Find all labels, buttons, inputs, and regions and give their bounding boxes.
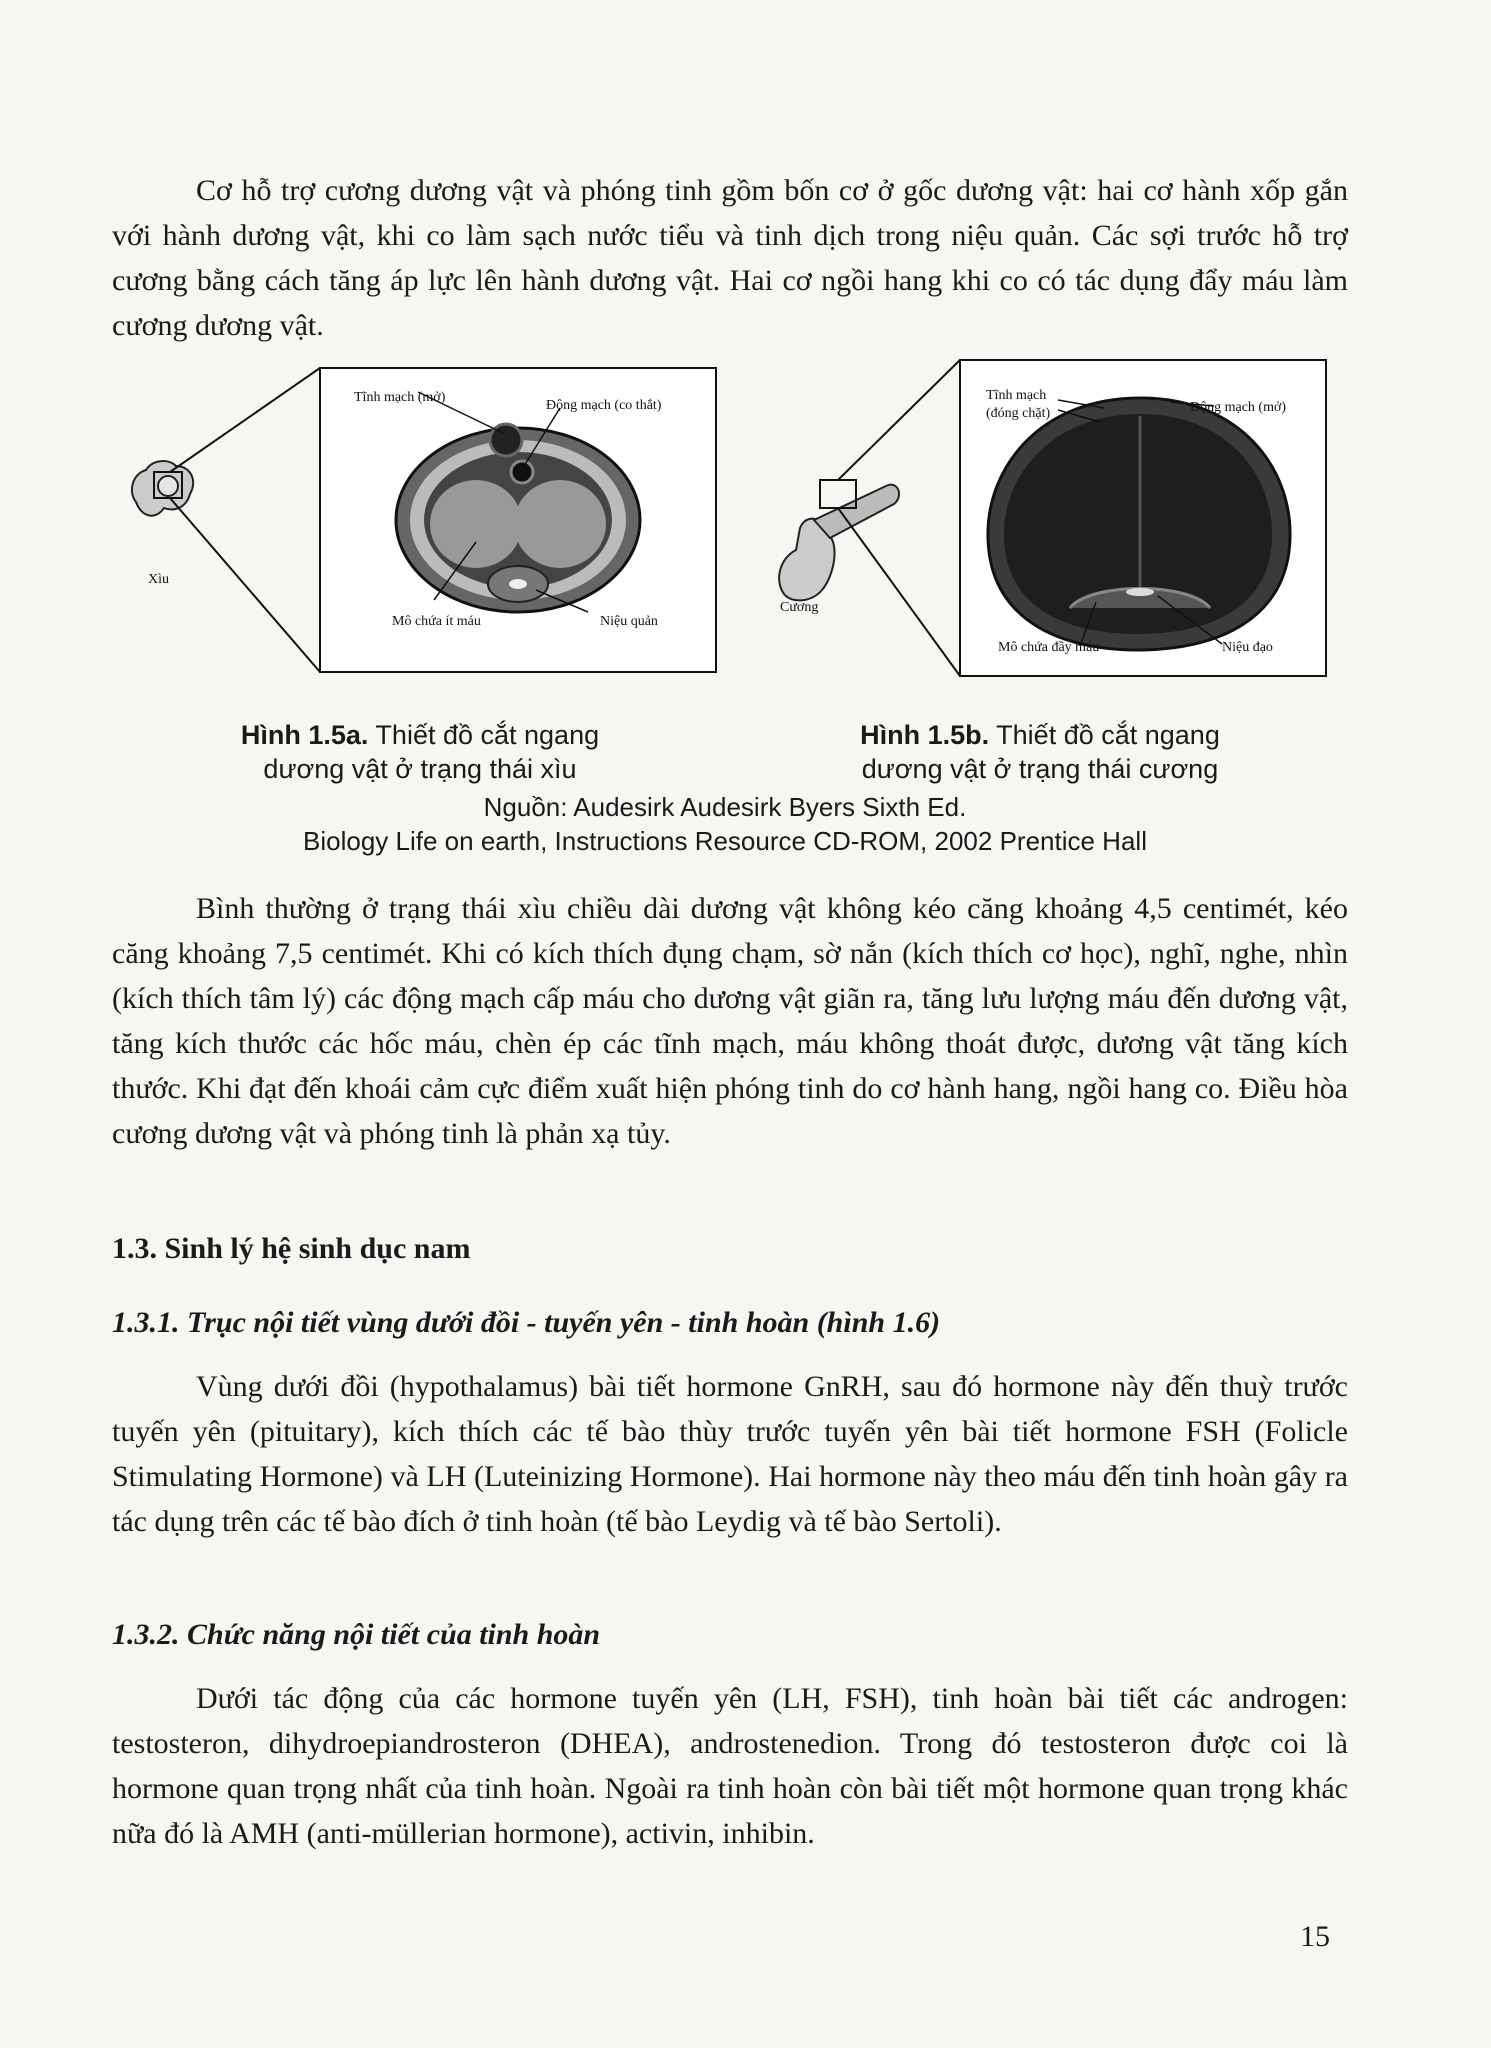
figure-a-vein-label: Tĩnh mạch (mở): [354, 390, 446, 405]
figure-a-tissue-label: Mô chứa ít máu: [392, 614, 481, 629]
figure-b-caption: Hình 1.5b. Thiết đồ cắt ngang dương vật ở trạng thái cương: [860, 720, 1220, 784]
figure-b-vein-sub-label: (đóng chặt): [986, 406, 1051, 421]
figure-b-caption-line2: dương vật ở trạng thái cương: [861, 754, 1219, 784]
heading-1-3: 1.3. Sinh lý hệ sinh dục nam: [112, 1232, 471, 1265]
figure-a-caption-line2: dương vật ở trạng thái xìu: [263, 754, 577, 784]
figure-b-caption-number: Hình 1.5b.: [860, 720, 990, 750]
figure-1-5a: [120, 362, 720, 678]
figure-source-line1: Nguồn: Audesirk Audesirk Byers Sixth Ed.: [483, 792, 967, 822]
figure-a-caption-number: Hình 1.5a.: [240, 720, 369, 750]
heading-1-3-1: 1.3.1. Trục nội tiết vùng dưới đồi - tuyến yên - tinh hoàn (hình 1.6): [112, 1306, 941, 1339]
intro-paragraph: Cơ hỗ trợ cương dương vật và phóng tinh gồm bốn cơ ở gốc dương vật: hai cơ hành xốp gắn với hành dương vật, khi co làm sạch nước tiểu và tinh dịch trong niệu quản. Các sợi trước hỗ trợ cương bằng cách tăng áp lực lên hành dương vật. Hai cơ ngồi hang khi co có tác dụng đẩy máu làm cương dương vật.: [112, 174, 1348, 342]
paragraph-penis-length: Bình thường ở trạng thái xìu chiều dài dương vật không kéo căng khoảng 4,5 centimét, kéo căng khoảng 7,5 centimét. Khi có kích thích đụng chạm, sờ nắn (kích thích cơ học), nghĩ, nghe, nhìn (kích thích tâm lý) các động mạch cấp máu cho dương vật giãn ra, tăng lưu lượng máu đến dương vật, tăng kích thước các hốc máu, chèn ép các tĩnh mạch, máu không thoát được, dương vật tăng kích thước. Khi đạt đến khoái cảm cực điểm xuất hiện phóng tinh do cơ hành hang, ngồi hang co. Điều hòa cương dương vật và phóng tinh là phản xạ tủy.: [112, 892, 1348, 1150]
figure-b-state-label: Cương: [780, 600, 819, 615]
figure-a-caption: Hình 1.5a. Thiết đồ cắt ngang dương vật ở trạng thái xìu: [240, 720, 600, 784]
figure-a-state-label: Xìu: [148, 572, 169, 587]
figure-b-tissue-label: Mô chứa đầy máu: [998, 640, 1100, 655]
figure-b-vein-label: Tĩnh mạch: [986, 388, 1047, 403]
heading-1-3-2: 1.3.2. Chức năng nội tiết của tinh hoàn: [112, 1618, 601, 1651]
figure-b-artery-label: Động mạch (mở): [1190, 400, 1287, 415]
figure-source: [200, 790, 1250, 858]
paragraph-testis-endocrine: Dưới tác động của các hormone tuyến yên (LH, FSH), tinh hoàn bài tiết các androgen: testosteron, dihydroepiandrosteron (DHEA), androstenedion. Trong đó testosteron được coi là hormone quan trọng nhất của tinh hoàn. Ngoài ra tinh hoàn còn bài tiết một hormone quan trọng khác nữa đó là AMH (anti-müllerian hormone), activin, inhibin.: [112, 1682, 1348, 1850]
figure-1-5b: [770, 358, 1330, 680]
figure-a-urethra-label: Niệu quản: [600, 614, 658, 629]
figure-a-artery-label: Động mạch (co thắt): [546, 398, 662, 413]
page-number: 15: [1300, 1920, 1330, 1953]
paragraph-hypothalamus: Vùng dưới đồi (hypothalamus) bài tiết hormone GnRH, sau đó hormone này đến thuỳ trước tuyến yên (pituitary), kích thích các tế bào thùy trước tuyến yên bài tiết hormone FSH (Folicle Stimulating Hormone) và LH (Luteinizing Hormone). Hai hormone này theo máu đến tinh hoàn gây ra tác dụng trên các tế bào đích ở tinh hoàn (tế bào Leydig và tế bào Sertoli).: [112, 1370, 1348, 1538]
figure-b-urethra-label: Niệu đạo: [1222, 640, 1273, 655]
figure-source-line2: Biology Life on earth, Instructions Resource CD-ROM, 2002 Prentice Hall: [303, 826, 1147, 856]
